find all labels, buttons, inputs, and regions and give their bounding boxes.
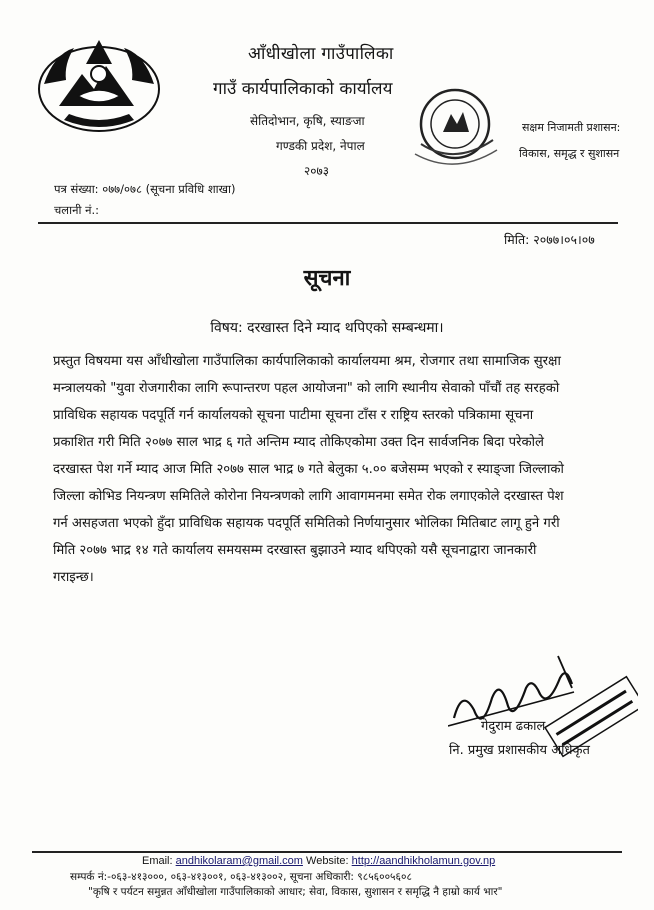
reference-number: पत्र संख्या: ०७७/०७८ (सूचना प्रविधि शाखा) [54, 182, 236, 196]
website-link[interactable]: http://aandhikholamun.gov.np [351, 855, 496, 867]
footer-slogan: "कृषि र पर्यटन समुन्नत आँधीखोला गाउँपालिकाको आधार; सेवा, विकास, सुशासन र समृद्धि नै हाम्रो कार्य भार" [88, 886, 503, 898]
body-line: प्राविधिक सहायक पदपूर्ति गर्न कार्यालयको सूचना पाटीमा सूचना टाँस र राष्ट्रिय स्तरको पत्रिकामा सूचना [53, 408, 534, 423]
notice-subject: विषय: दरखास्त दिने म्याद थपिएको सम्बन्धमा। [210, 320, 444, 336]
org-name: आँधीखोला गाउँपालिका [248, 44, 394, 64]
body-line: जिल्ला कोभिड नियन्त्रण समितिले कोरोना नियन्त्रणको लागि आवागमनमा समेत रोक लगाएकोले दरखास्त पेश [53, 489, 564, 504]
notice-body [53, 348, 613, 591]
body-line: प्रकाशित गरी मिति २०७७ साल भाद्र ६ गते अन्तिम म्याद तोकिएकोमा उक्त दिन सार्वजनिक बिदा परेकोले [53, 435, 544, 450]
header-divider [38, 222, 618, 224]
body-line: दरखास्त पेश गर्ने म्याद आज मिति २०७७ साल भाद्र ७ गते बेलुका ५.०० बजेसम्म भएको र स्याङ्जा जिल्लाको [53, 462, 564, 477]
body-line: प्रस्तुत विषयमा यस आँधीखोला गाउँपालिका कार्यपालिकाको कार्यालयमा श्रम, रोजगार तथा सामाजिक सुरक्षा [53, 354, 561, 369]
body-line: मन्त्रालयको "युवा रोजगारीका लागि रूपान्तरण पहल आयोजना" को लागि स्थानीय सेवाको पाँचौं तह सरहको [53, 381, 560, 396]
address-line-2: गण्डकी प्रदेश, नेपाल [276, 139, 365, 153]
body-line: गर्न असहजता भएको हुँदा प्राविधिक सहायक पदपूर्ति समितिको निर्णयानुसार भोलिका मितिबाट लागू हुने गरी [53, 516, 560, 531]
signer-designation: नि. प्रमुख प्रशासकीय अधिकृत [449, 743, 590, 758]
dispatch-number: चलानी नं.: [54, 203, 100, 217]
email-label: Email: [142, 855, 173, 867]
motto-line-1: सक्षम निजामती प्रशासन: [522, 121, 621, 134]
body-line: मिति २०७७ भाद्र १४ गते कार्यालय समयसम्म दरखास्त बुझाउने म्याद थपिएको यसै सूचनाद्वारा जानकारी [53, 543, 537, 558]
email-link[interactable]: andhikolaram@gmail.com [175, 855, 303, 867]
notice-date: मिति: २०७७।०५।०७ [504, 232, 595, 247]
footer-web-contact [142, 855, 495, 867]
body-line: गराइन्छ। [53, 570, 94, 585]
office-name: गाउँ कार्यपालिकाको कार्यालय [213, 79, 393, 99]
signer-name: गेदुराम ढकाल [481, 719, 546, 734]
notice-title: सूचना [303, 266, 351, 291]
footer-divider [32, 851, 622, 853]
establishment-year: २०७३ [304, 164, 329, 178]
nepal-emblem-icon [34, 34, 164, 134]
footer-phone-contact: सम्पर्क नं:-०६३-४१३०००, ०६३-४१३००१, ०६३-४१३००२, सूचना अधिकारी: ९८५६००५६०८ [70, 871, 412, 883]
website-label: Website: [306, 855, 349, 867]
office-seal-icon [405, 84, 503, 176]
motto-line-2: विकास, समृद्ध र सुशासन [519, 147, 620, 160]
address-line-1: सेतिदोभान, कृषि, स्याङजा [250, 114, 365, 128]
